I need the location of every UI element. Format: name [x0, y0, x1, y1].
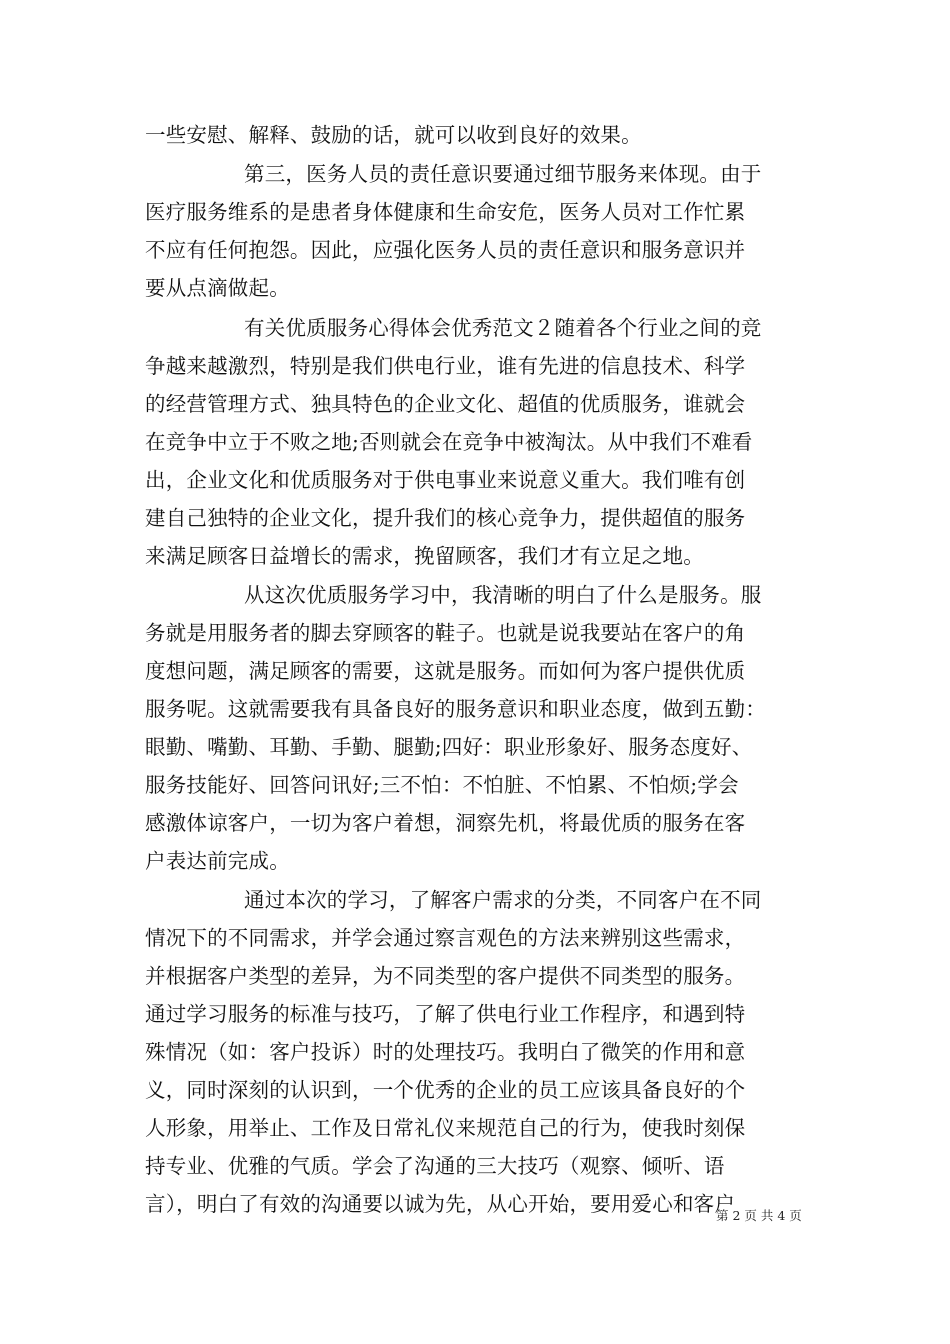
- text-line: 争越来越激烈，特别是我们供电行业，谁有先进的信息技术、科学: [145, 354, 746, 378]
- text-line: 务就是用服务者的脚去穿顾客的鞋子。也就是说我要站在客户的角: [145, 621, 746, 645]
- text-line: 医疗服务维系的是患者身体健康和生命安危，医务人员对工作忙累: [145, 200, 746, 224]
- text-line: 出，企业文化和优质服务对于供电事业来说意义重大。我们唯有创: [145, 468, 746, 492]
- text-line: 通过学习服务的标准与技巧，了解了供电行业工作程序，和遇到特: [145, 1002, 746, 1026]
- text-line: 在竞争中立于不败之地;否则就会在竞争中被淘汰。从中我们不难看: [145, 430, 753, 454]
- paragraph-start-line: 通过本次的学习，了解客户需求的分类，不同客户在不同: [244, 888, 762, 912]
- paragraph-start-line: 第三，医务人员的责任意识要通过细节服务来体现。由于: [244, 162, 762, 186]
- text-line: 要从点滴做起。: [145, 276, 290, 300]
- paragraph-start-line: 有关优质服务心得体会优秀范文２随着各个行业之间的竞: [244, 316, 762, 340]
- text-line: 眼勤、嘴勤、耳勤、手勤、腿勤;四好：职业形象好、服务态度好、: [145, 735, 753, 759]
- text-line: 服务呢。这就需要我有具备良好的服务意识和职业态度，做到五勤：: [145, 697, 766, 721]
- text-line: 并根据客户类型的差异，为不同类型的客户提供不同类型的服务。: [145, 964, 746, 988]
- text-line: 义，同时深刻的认识到，一个优秀的企业的员工应该具备良好的个: [145, 1078, 746, 1102]
- text-line: 持专业、优雅的气质。学会了沟通的三大技巧（观察、倾听、语: [145, 1154, 725, 1178]
- text-line: 户表达前完成。: [145, 849, 290, 873]
- text-line: 建自己独特的企业文化，提升我们的核心竞争力，提供超值的服务: [145, 506, 746, 530]
- text-line: 一些安慰、解释、鼓励的话，就可以收到良好的效果。: [145, 123, 642, 147]
- text-line: 的经营管理方式、独具特色的企业文化、超值的优质服务，谁就会: [145, 392, 746, 416]
- text-line: 感激体谅客户，一切为客户着想，洞察先机，将最优质的服务在客: [145, 811, 746, 835]
- text-line: 言），明白了有效的沟通要以诚为先，从心开始，要用爱心和客户: [145, 1192, 736, 1216]
- text-line: 不应有任何抱怨。因此，应强化医务人员的责任意识和服务意识并: [145, 238, 746, 262]
- text-line: 人形象，用举止、工作及日常礼仪来规范自己的行为，使我时刻保: [145, 1116, 746, 1140]
- text-line: 服务技能好、回答问讯好;三不怕：不怕脏、不怕累、不怕烦;学会: [145, 773, 739, 797]
- paragraph-start-line: 从这次优质服务学习中，我清晰的明白了什么是服务。服: [244, 583, 762, 607]
- text-line: 度想问题，满足顾客的需要，这就是服务。而如何为客户提供优质: [145, 659, 746, 683]
- text-line: 来满足顾客日益增长的需求，挽留顾客，我们才有立足之地。: [145, 544, 704, 568]
- text-line: 殊情况（如：客户投诉）时的处理技巧。我明白了微笑的作用和意: [145, 1040, 746, 1064]
- text-line: 情况下的不同需求，并学会通过察言观色的方法来辨别这些需求，: [145, 926, 746, 950]
- page-number-footer: 第 2 页 共 4 页: [716, 1208, 802, 1223]
